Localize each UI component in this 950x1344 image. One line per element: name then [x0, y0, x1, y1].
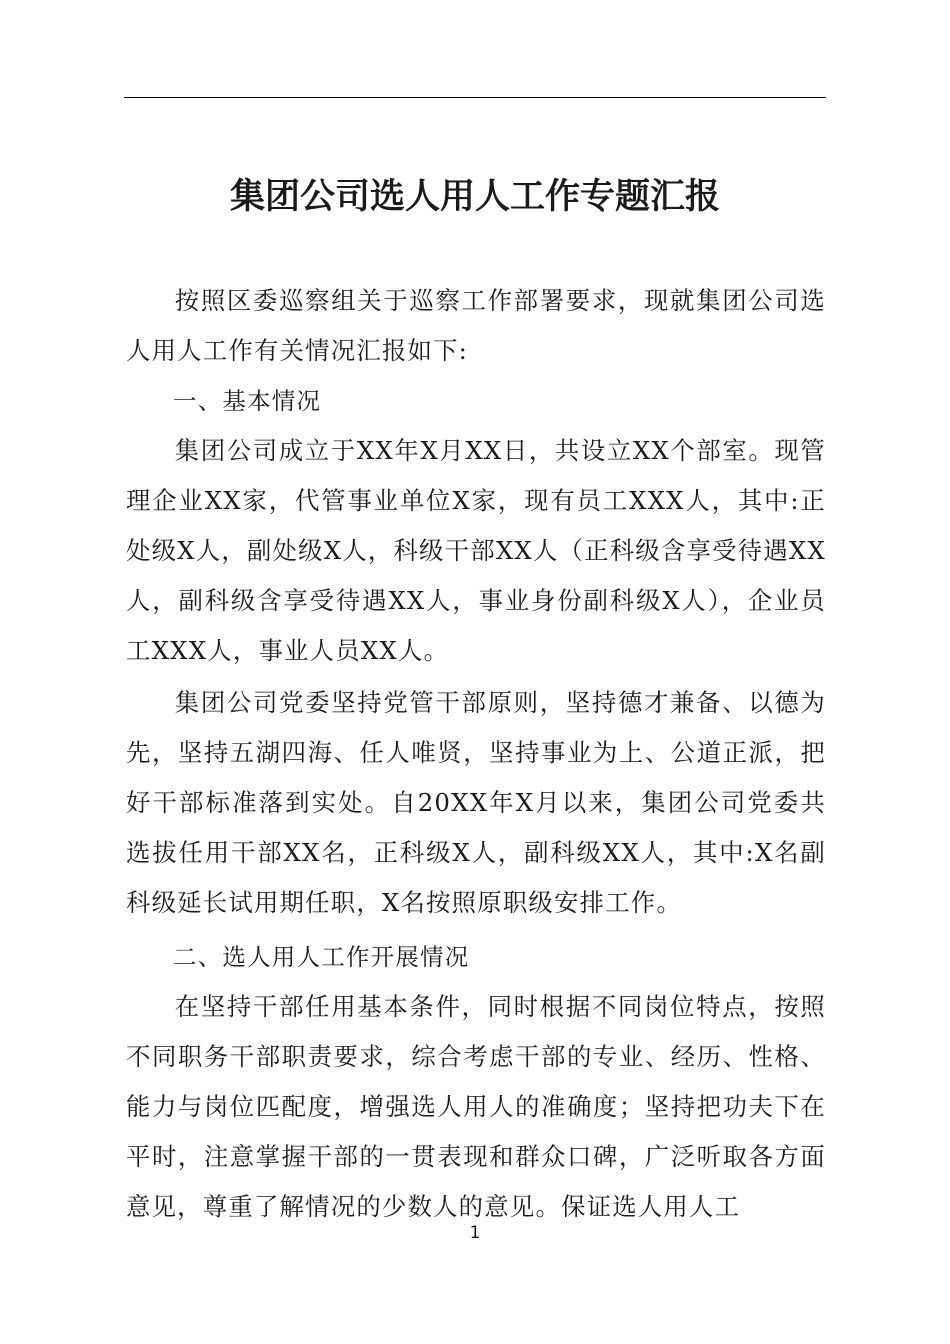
document-body: [126, 276, 826, 1232]
paragraph-basic-info-2: 集团公司党委坚持党管干部原则，坚持德才兼备、以德为先，坚持五湖四海、任人唯贤，坚持事业为上、公道正派，把好干部标准落到实处。自20XX年X月以来，集团公司党委共选拔任用干部XX名，正科级X人，副科级XX人，其中:X名副科级延长试用期任职，X名按照原职级安排工作。: [126, 688, 826, 917]
section-heading-work-progress: 二、选人用人工作开展情况: [173, 943, 470, 971]
section-heading-basic-info: 一、基本情况: [173, 387, 322, 415]
header-rule: [124, 97, 826, 98]
document-title: 集团公司选人用人工作专题汇报: [229, 176, 720, 217]
paragraph-basic-info-1: 集团公司成立于XX年X月XX日，共设立XX个部室。现管理企业XX家，代管事业单位X家，现有员工XXX人，其中:正处级X人，副处级X人，科级干部XX人（正科级含享受待遇XX人，副科级含享受待遇XX人，事业身份副科级X人），企业员工XXX人，事业人员XX人。: [126, 436, 826, 665]
intro-paragraph: 按照区委巡察组关于巡察工作部署要求，现就集团公司选人用人工作有关情况汇报如下:: [126, 286, 826, 365]
page-number: 1: [469, 1223, 481, 1243]
paragraph-work-progress-1: 在坚持干部任用基本条件，同时根据不同岗位特点，按照不同职务干部职责要求，综合考虑干部的专业、经历、性格、能力与岗位匹配度，增强选人用人的准确度；坚持把功夫下在平时，注意掌握干部的一贯表现和群众口碑，广泛听取各方面意见，尊重了解情况的少数人的意见。保证选人用人工: [126, 992, 826, 1221]
